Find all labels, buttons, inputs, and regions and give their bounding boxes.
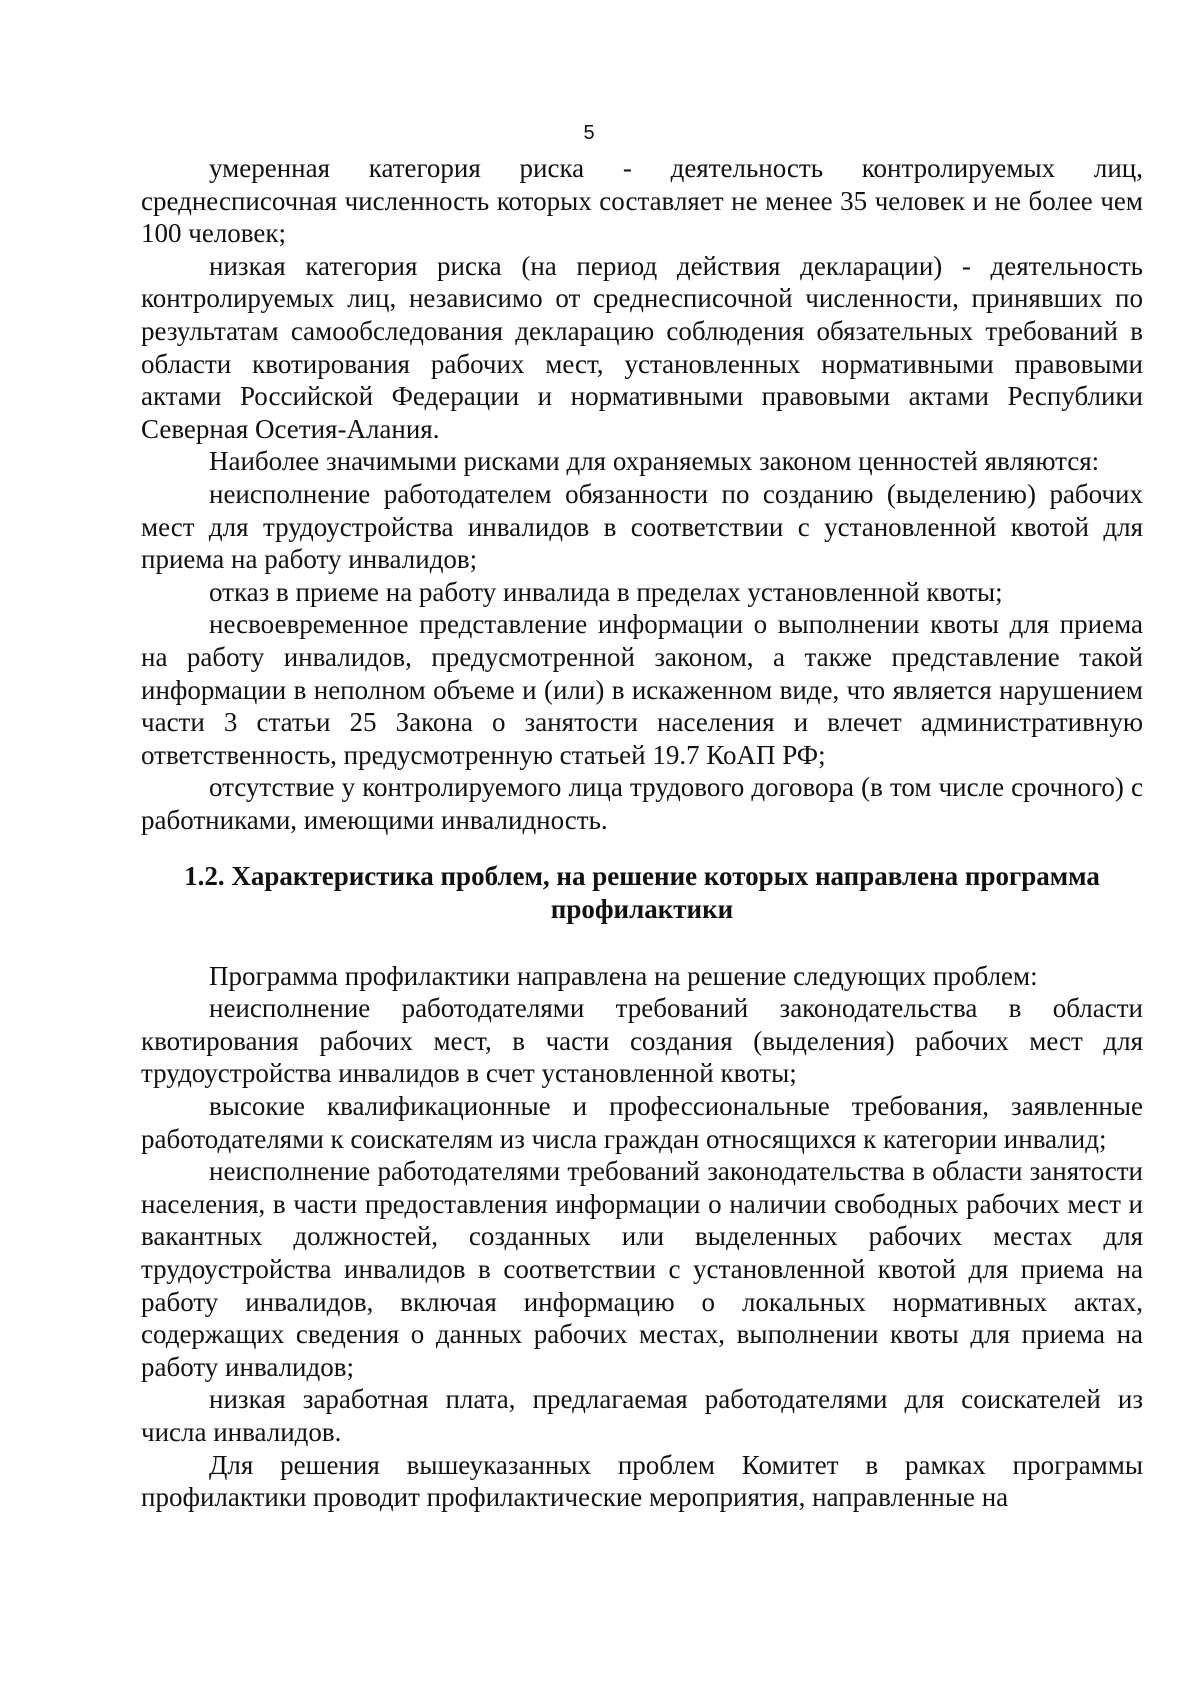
paragraph-risk-item: отказ в приеме на работу инвалида в пределах установленной квоты; — [209, 576, 1003, 607]
paragraph-problem-item: высокие квалификационные и профессиональные требования, заявленные работодателями к соискателям из числа граждан относящихся к категории инвалид; — [141, 1091, 1143, 1154]
document-body — [141, 152, 1143, 1514]
section-heading-line1: 1.2. Характеристика проблем, на решение которых направлена программа — [184, 861, 1100, 892]
paragraph-low-risk: низкая категория риска (на период действия декларации) - деятельность контролируемых лиц, независимо от среднесписочной численности, принявших по результатам самообследования декларацию соблюдения обязательных требований в области квотирования рабочих мест, установленных нормативными правовыми актами Российской Федерации и нормативными правовыми актами Республики Северная Осетия-Алания. — [141, 250, 1143, 444]
paragraph-problem-item: низкая заработная плата, предлагаемая работодателями для соискателей из числа инвалидов. — [141, 1384, 1143, 1447]
section-heading — [141, 860, 1143, 925]
paragraph-risk-item: отсутствие у контролируемого лица трудового договора (в том числе срочного) с работниками, имеющими инвалидность. — [141, 772, 1143, 835]
paragraph-program-intro: Программа профилактики направлена на решение следующих проблем: — [209, 960, 1038, 991]
page-number: 5 — [583, 122, 595, 144]
paragraph-risk-item: несвоевременное представление информации о выполнении квоты для приема на работу инвалидов, предусмотренной законом, а также представление такой информации в неполном объеме и (или) в искаженном виде, что является нарушением части 3 статьи 25 Закона о занятости населения и влечет административную ответственность, предусмотренную статьей 19.7 КоАП РФ; — [141, 609, 1143, 770]
paragraph-moderate-risk: умеренная категория риска - деятельность контролируемых лиц, среднесписочная численность которых составляет не менее 35 человек и не более чем 100 человек; — [141, 153, 1143, 249]
paragraph-significant-risks: Наиболее значимыми рисками для охраняемых законом ценностей являются: — [209, 446, 1100, 477]
paragraph-problem-item: неисполнение работодателями требований законодательства в области квотирования рабочих мест, в части создания (выделения) рабочих мест для трудоустройства инвалидов в счет установленной квоты; — [141, 993, 1143, 1089]
paragraph-risk-item: неисполнение работодателем обязанности по созданию (выделению) рабочих мест для трудоустройства инвалидов в соответствии с установленной квотой для приема на работу инвалидов; — [141, 478, 1143, 575]
section-heading-line2: профилактики — [550, 894, 734, 925]
paragraph-problem-item: неисполнение работодателями требований законодательства в области занятости населения, в части предоставления информации о наличии свободных рабочих мест и вакантных должностей, созданных или выделенных рабочих местах для трудоустройства инвалидов в соответствии с установленной квотой для приема на работу инвалидов, включая информацию о локальных нормативных актах, содержащих сведения о данных рабочих местах, выполнении квоты для приема на работу инвалидов; — [141, 1156, 1143, 1382]
paragraph-committee-measures: Для решения вышеуказанных проблем Комитет в рамках программы профилактики проводит профилактические мероприятия, направленные на — [141, 1449, 1143, 1513]
